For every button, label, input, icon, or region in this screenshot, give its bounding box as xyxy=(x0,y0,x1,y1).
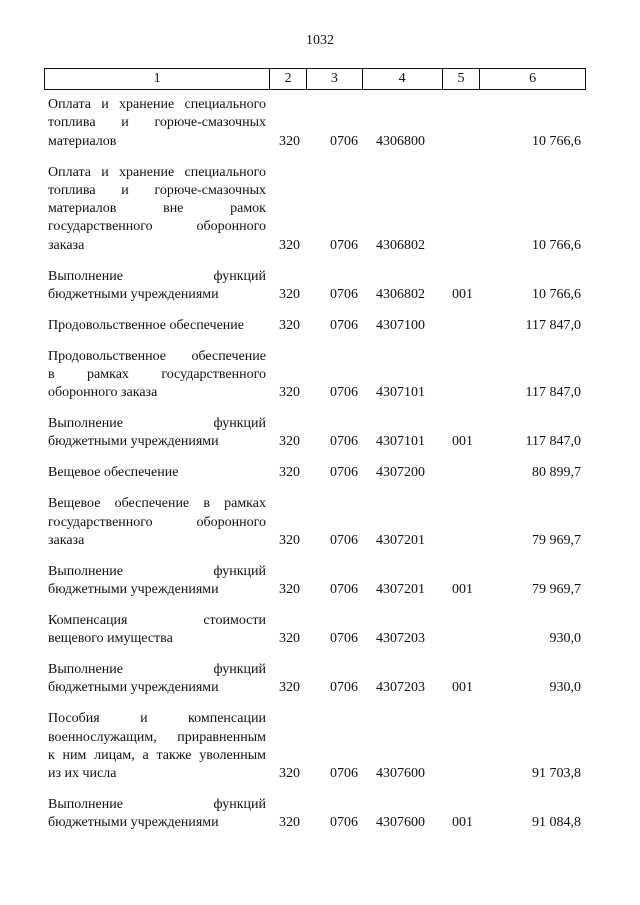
description-line: топлива и горюче-смазочных xyxy=(48,115,266,131)
row-col-4: 4307101 xyxy=(376,385,425,401)
table-row xyxy=(0,164,640,256)
table-row xyxy=(0,348,640,403)
row-col-4: 4307201 xyxy=(376,532,425,548)
row-col-2: 320 xyxy=(279,766,300,782)
table-row xyxy=(0,464,640,482)
row-col-5: 001 xyxy=(452,286,473,302)
row-col-3: 0706 xyxy=(330,286,358,302)
description-line: Вещевое обеспечение xyxy=(48,465,179,481)
description-line: к ним лицам, а также уволенным xyxy=(48,747,266,763)
description-line: военнослужащим, приравненным xyxy=(48,729,266,745)
description-line: Выполнение функций xyxy=(48,797,266,813)
row-col-3: 0706 xyxy=(330,133,358,149)
description-line: Выполнение функций xyxy=(48,662,266,678)
row-description xyxy=(48,96,266,151)
row-description xyxy=(48,348,266,403)
row-col-5: 001 xyxy=(452,582,473,598)
description-line: Продовольственное обеспечение xyxy=(48,317,244,333)
description-line: государственного оборонного xyxy=(48,514,266,530)
table-row xyxy=(0,415,640,452)
table-row xyxy=(0,96,640,151)
row-col-3: 0706 xyxy=(330,631,358,647)
row-col-2: 320 xyxy=(279,465,300,481)
header-col-3: 3 xyxy=(306,69,362,89)
row-col-4: 4307201 xyxy=(376,582,425,598)
description-line: оборонного заказа xyxy=(48,385,158,401)
row-description xyxy=(48,415,266,452)
description-line: бюджетными учреждениями xyxy=(48,286,219,302)
description-line: материалов вне рамок xyxy=(48,201,266,217)
table-row xyxy=(0,796,640,833)
row-col-3: 0706 xyxy=(330,434,358,450)
header-col-5: 5 xyxy=(442,69,480,89)
table-row xyxy=(0,317,640,335)
description-line: Компенсация стоимости xyxy=(48,613,266,628)
table-row xyxy=(0,612,640,649)
row-col-6: 91 703,8 xyxy=(532,766,581,782)
row-col-6: 10 766,6 xyxy=(532,237,581,253)
description-line: в рамках государственного xyxy=(48,366,266,382)
row-col-5: 001 xyxy=(452,815,473,831)
description-line: Пособия и компенсации xyxy=(48,711,266,727)
description-line: топлива и горюче-смазочных xyxy=(48,182,266,198)
row-col-6: 117 847,0 xyxy=(525,385,581,401)
description-line: Выполнение функций xyxy=(48,416,266,432)
header-col-6: 6 xyxy=(479,69,585,89)
row-col-6: 79 969,7 xyxy=(532,582,581,598)
description-line: из их числа xyxy=(48,766,117,782)
row-description xyxy=(48,164,266,255)
row-col-4: 4307100 xyxy=(376,317,425,333)
row-col-4: 4306800 xyxy=(376,133,425,149)
table-row xyxy=(0,268,640,305)
description-line: заказа xyxy=(48,237,85,253)
table-row xyxy=(0,563,640,600)
row-col-2: 320 xyxy=(279,582,300,598)
row-col-3: 0706 xyxy=(330,532,358,548)
row-col-6: 930,0 xyxy=(549,631,581,647)
row-col-2: 320 xyxy=(279,815,300,831)
description-line: Выполнение функций xyxy=(48,563,266,579)
row-col-4: 4307101 xyxy=(376,434,425,450)
description-line: Продовольственное обеспечение xyxy=(48,348,266,364)
description-line: заказа xyxy=(48,532,85,548)
description-line: Выполнение функций xyxy=(48,268,266,284)
description-line: бюджетными учреждениями xyxy=(48,815,219,831)
row-col-6: 117 847,0 xyxy=(525,317,581,333)
description-line: материалов xyxy=(48,133,117,149)
row-description xyxy=(48,464,266,482)
description-line: Вещевое обеспечение в рамках xyxy=(48,496,266,512)
description-line: бюджетными учреждениями xyxy=(48,434,219,450)
row-col-2: 320 xyxy=(279,532,300,548)
row-col-4: 4307203 xyxy=(376,631,425,647)
row-description xyxy=(48,796,266,833)
row-description xyxy=(48,563,266,600)
row-col-4: 4307203 xyxy=(376,680,425,696)
row-col-2: 320 xyxy=(279,317,300,333)
description-line: вещевого имущества xyxy=(48,631,173,647)
description-line: бюджетными учреждениями xyxy=(48,680,219,696)
row-col-6: 91 084,8 xyxy=(532,815,581,831)
header-col-2: 2 xyxy=(269,69,306,89)
row-col-2: 320 xyxy=(279,631,300,647)
table-row xyxy=(0,661,640,698)
row-col-2: 320 xyxy=(279,286,300,302)
row-col-3: 0706 xyxy=(330,385,358,401)
header-col-4: 4 xyxy=(362,69,442,89)
description-line: Оплата и хранение специального xyxy=(48,164,266,180)
row-col-4: 4307600 xyxy=(376,766,425,782)
row-description xyxy=(48,710,266,783)
row-col-6: 117 847,0 xyxy=(525,434,581,450)
description-line: бюджетными учреждениями xyxy=(48,582,219,598)
row-col-2: 320 xyxy=(279,434,300,450)
table-row xyxy=(0,495,640,550)
row-col-4: 4306802 xyxy=(376,237,425,253)
row-col-5: 001 xyxy=(452,680,473,696)
row-col-2: 320 xyxy=(279,680,300,696)
row-description xyxy=(48,317,266,335)
row-col-3: 0706 xyxy=(330,237,358,253)
row-description xyxy=(48,495,266,550)
row-col-4: 4306802 xyxy=(376,286,425,302)
row-col-6: 80 899,7 xyxy=(532,465,581,481)
page-number: 1032 xyxy=(306,33,334,48)
row-col-5: 001 xyxy=(452,434,473,450)
row-col-2: 320 xyxy=(279,133,300,149)
row-col-3: 0706 xyxy=(330,680,358,696)
row-col-3: 0706 xyxy=(330,465,358,481)
row-col-2: 320 xyxy=(279,237,300,253)
row-description xyxy=(48,612,266,649)
row-col-2: 320 xyxy=(279,385,300,401)
row-col-4: 4307600 xyxy=(376,815,425,831)
row-description xyxy=(48,268,266,305)
row-description xyxy=(48,661,266,698)
row-col-6: 79 969,7 xyxy=(532,532,581,548)
row-col-6: 10 766,6 xyxy=(532,286,581,302)
row-col-6: 10 766,6 xyxy=(532,133,581,149)
row-col-6: 930,0 xyxy=(549,680,581,696)
row-col-3: 0706 xyxy=(330,815,358,831)
header-col-1: 1 xyxy=(153,71,161,86)
table-row xyxy=(0,710,640,783)
description-line: Оплата и хранение специального xyxy=(48,97,266,112)
row-col-4: 4307200 xyxy=(376,465,425,481)
row-col-3: 0706 xyxy=(330,582,358,598)
description-line: государственного оборонного xyxy=(48,219,266,235)
row-col-3: 0706 xyxy=(330,317,358,333)
table-header xyxy=(44,68,586,90)
row-col-3: 0706 xyxy=(330,766,358,782)
